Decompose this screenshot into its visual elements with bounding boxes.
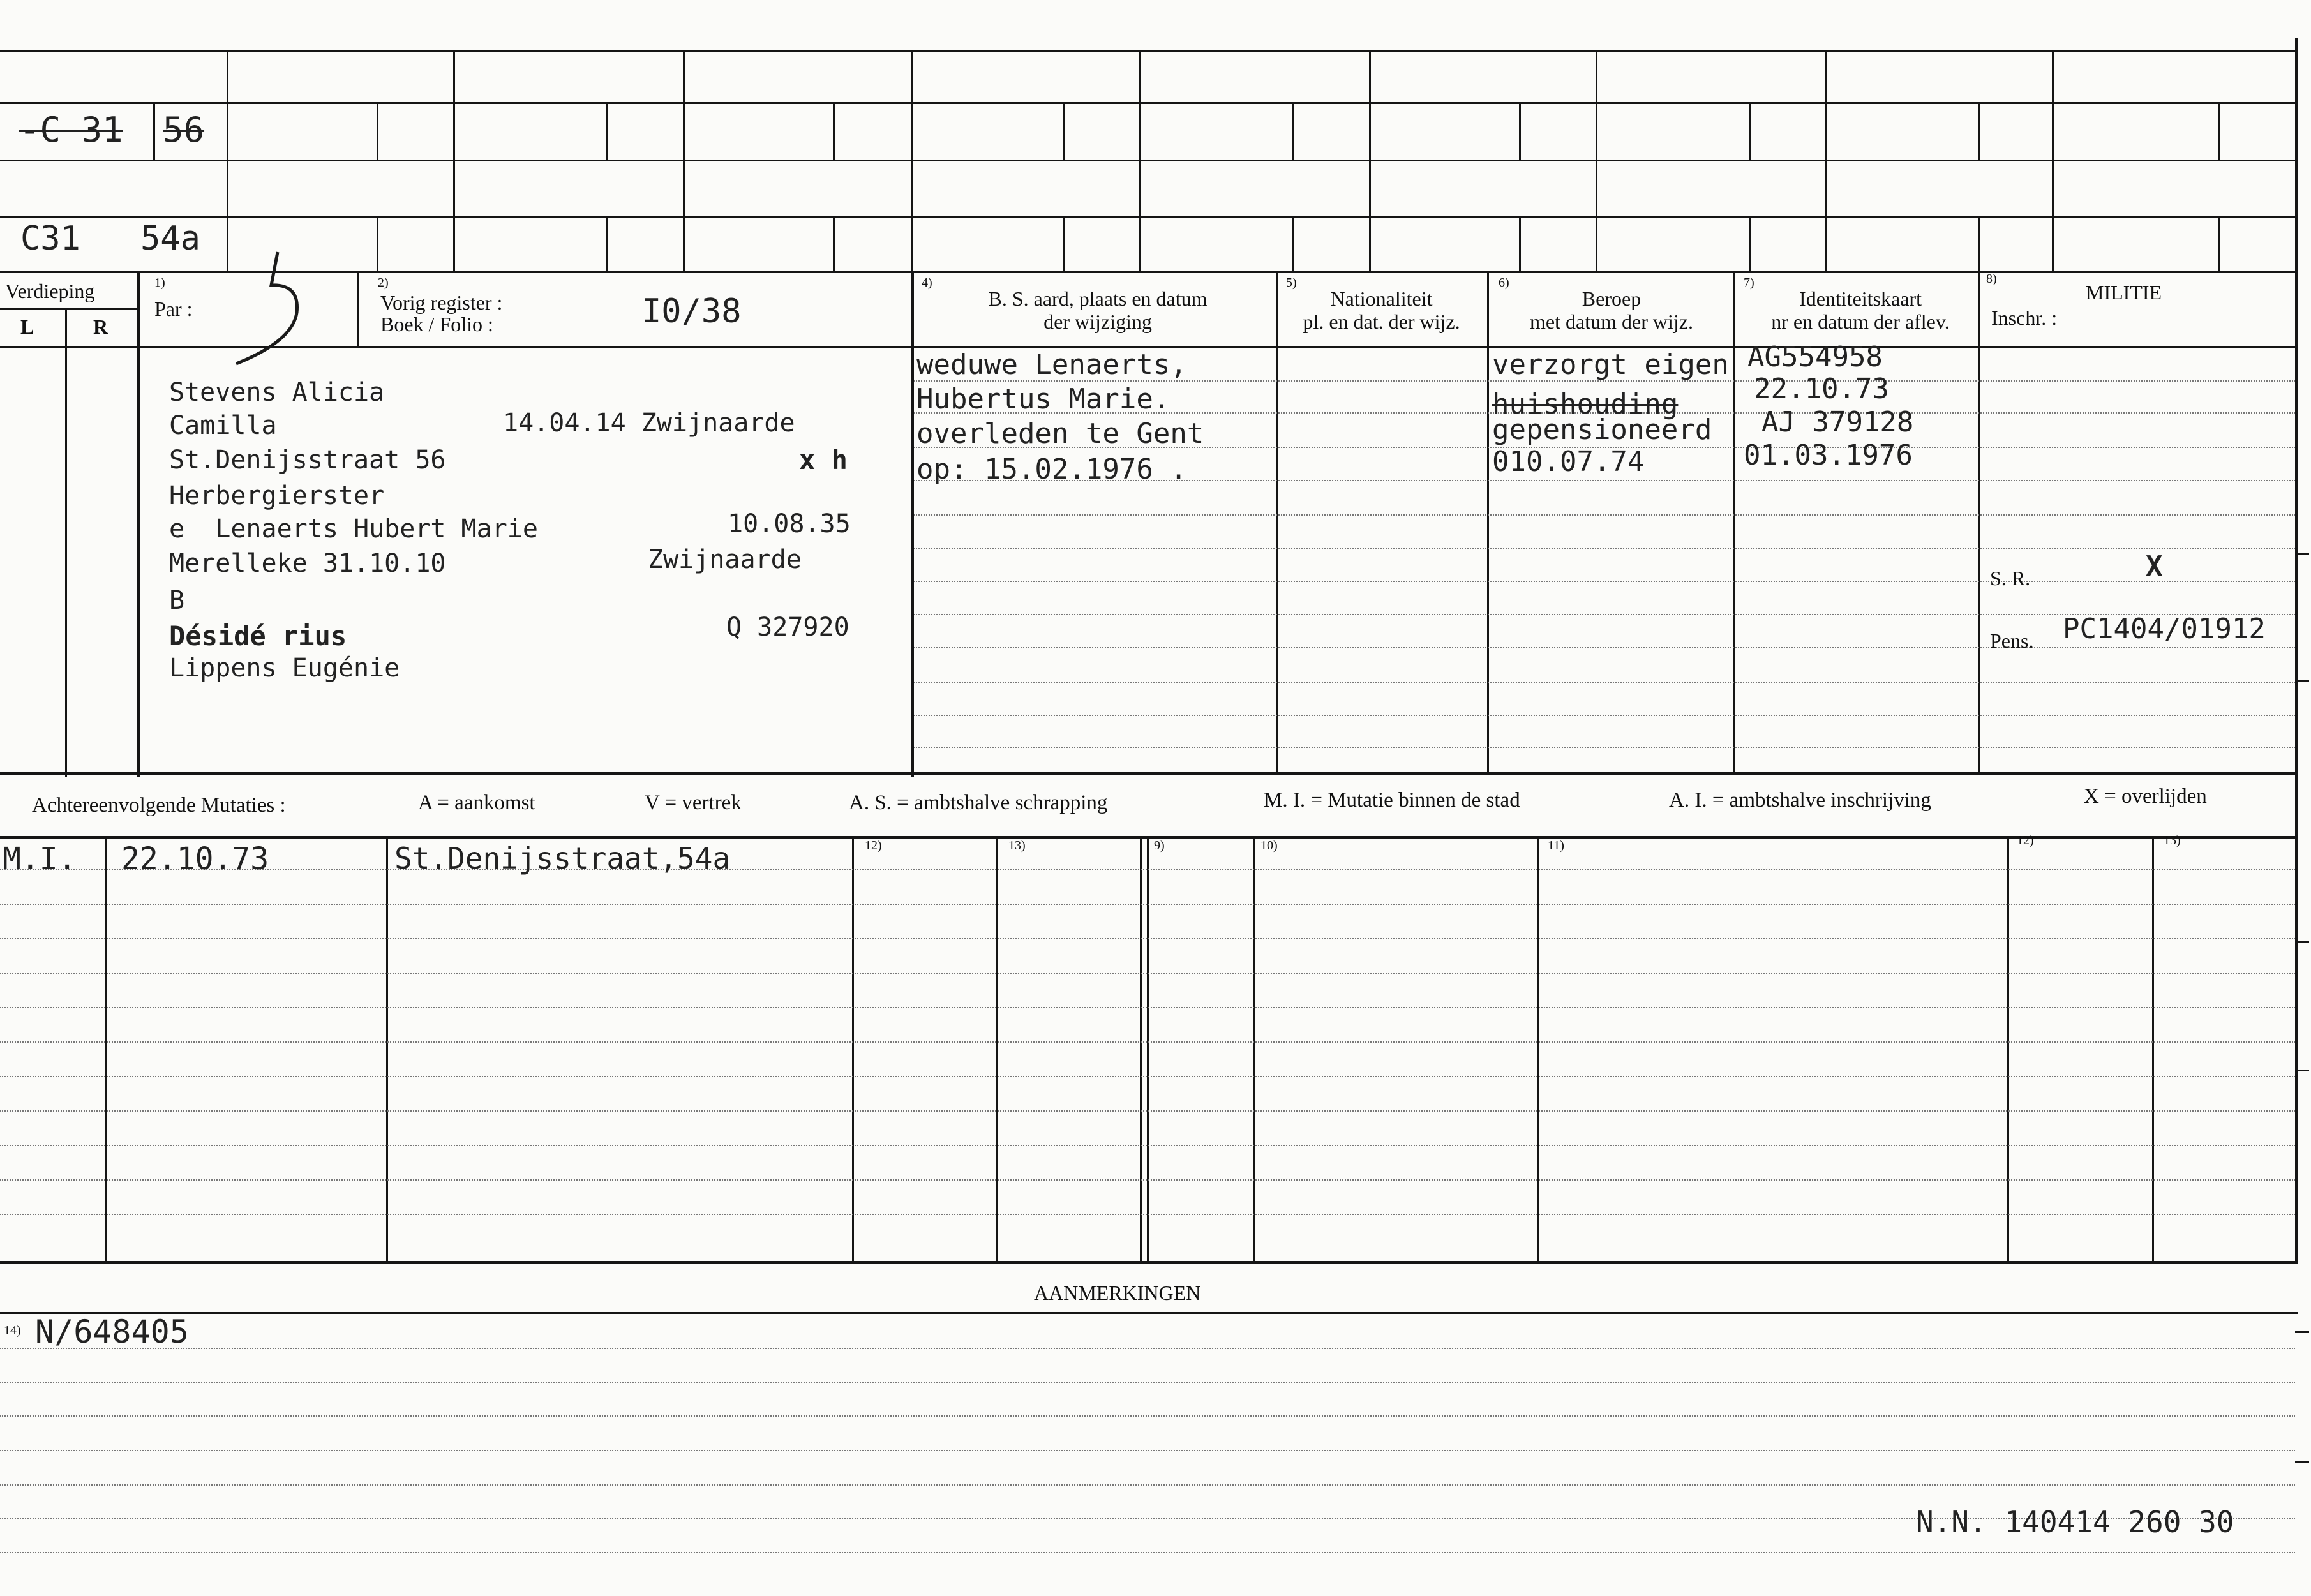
col-divider-id [1978, 271, 1980, 772]
col-divider-lr [65, 308, 67, 777]
q-number: Q 327920 [726, 613, 849, 642]
birth-date-place: 14.04.14 Zwijnaarde [503, 408, 795, 438]
mut-col [386, 836, 388, 1261]
top-grid-subcol [1749, 102, 1751, 160]
col-divider-floor [137, 271, 140, 777]
right-edge [2295, 38, 2298, 1264]
top-grid-col [453, 50, 455, 271]
top-grid-subcol [2218, 102, 2220, 160]
aanmerkingen-header: AANMERKINGEN [1034, 1281, 1201, 1304]
person-line-mother: Lippens Eugénie [169, 653, 400, 683]
bs-entry: Hubertus Marie. [916, 383, 1170, 415]
person-line-name: Stevens Alicia [169, 378, 385, 407]
col-divider-bs [1276, 271, 1278, 772]
house-code: C31 [20, 220, 80, 258]
top-grid-col [227, 50, 228, 271]
verdieping-split-line [0, 308, 137, 310]
person-line-given-name: Camilla [169, 411, 277, 440]
bs-entry: overleden te Gent [916, 417, 1204, 450]
top-grid-subcol [2218, 216, 2220, 271]
top-grid-subcol [1519, 102, 1521, 160]
col-divider-nat [1487, 271, 1489, 772]
top-grid-col [683, 50, 685, 271]
footnote-4: 4) [922, 276, 932, 290]
beroep-entry: verzorgt eigen [1492, 348, 1729, 381]
footnote-5: 5) [1286, 276, 1297, 290]
mut-col [852, 836, 854, 1261]
pens-label: Pens. [1990, 629, 2034, 652]
bs-header-line1: B. S. aard, plaats en datum [988, 287, 1208, 310]
legend-aankomst: A = aankomst [418, 791, 535, 814]
mut-footnote-13a: 13) [1008, 839, 1026, 853]
par-handwritten-mark [217, 246, 319, 367]
vorig-register-label: Vorig register : [380, 291, 503, 314]
person-line-b: B [169, 586, 185, 615]
top-grid-row-line-3 [0, 216, 2298, 218]
militie-header: MILITIE [2086, 281, 2162, 304]
top-grid-subcol [1292, 102, 1294, 160]
legend-ambtshalve-schrapping: A. S. = ambtshalve schrapping [849, 791, 1108, 814]
person-line-occupation: Herbergierster [169, 481, 385, 511]
top-grid-subcol [606, 216, 608, 271]
bs-entry: op: 15.02.1976 . [916, 453, 1187, 486]
footnote-1: 1) [154, 276, 165, 290]
nationaliteit-header-line2: pl. en dat. der wijz. [1303, 310, 1460, 333]
mut-col [2007, 836, 2009, 1261]
mut-col [1253, 836, 1255, 1261]
mutation-address: St.Denijsstraat,54a [394, 841, 731, 876]
top-grid-subcol [153, 102, 155, 160]
beroep-entry: 010.07.74 [1492, 445, 1645, 478]
verdieping-label: Verdieping [5, 280, 95, 302]
remarks-footnote-14: 14) [4, 1324, 21, 1338]
mutaties-label: Achtereenvolgende Mutaties : [32, 794, 286, 817]
col-divider-beroep [1733, 271, 1735, 772]
sr-label: S. R. [1990, 567, 2031, 590]
mut-footnote-13b: 13) [2164, 833, 2181, 847]
id-entry: AJ 379128 [1761, 406, 1914, 438]
remarks-note: N/648405 [35, 1313, 189, 1350]
spouse-date: 10.08.35 [728, 509, 851, 539]
legend-ambtshalve-inschrijving: A. I. = ambtshalve inschrijving [1669, 789, 1931, 812]
footnote-8: 8) [1986, 272, 1997, 286]
top-grid-row-line-1 [0, 102, 2298, 104]
top-grid-col [911, 50, 913, 271]
col-divider-person [911, 271, 914, 777]
vorig-register-value: I0/38 [641, 292, 742, 331]
beroep-header-line2: met datum der wijz. [1530, 310, 1693, 333]
top-grid-col [1825, 50, 1827, 271]
id-entry: 01.03.1976 [1744, 439, 1913, 472]
bs-entry: weduwe Lenaerts, [916, 348, 1187, 381]
mut-footnote-10: 10) [1260, 839, 1278, 853]
bs-header-line2: der wijziging [1043, 310, 1152, 333]
mut-col [105, 836, 107, 1261]
mutations-bottom-border [0, 1261, 2298, 1264]
footnote-6: 6) [1499, 276, 1509, 290]
spouse-place: Zwijnaarde [648, 545, 802, 574]
main-section-bottom [0, 772, 2298, 775]
footnote-2: 2) [378, 276, 389, 290]
sr-value: X [2146, 550, 2163, 583]
top-grid-row-line-2 [0, 160, 2298, 161]
national-number: N.N. 140414 260 30 [1916, 1505, 2234, 1539]
mut-footnote-12b: 12) [2017, 833, 2034, 847]
mut-footnote-11: 11) [1548, 839, 1564, 853]
beroep-entry: huishouding [1492, 388, 1679, 421]
legend-mutatie-binnen-stad: M. I. = Mutatie binnen de stad [1264, 789, 1520, 812]
pens-value: PC1404/01912 [2063, 613, 2266, 645]
top-grid-subcol [1292, 216, 1294, 271]
mut-col-double [1140, 836, 1142, 1261]
floor-r-label: R [93, 315, 108, 338]
mut-footnote-9: 9) [1154, 839, 1165, 853]
marital-code: x h [799, 444, 848, 475]
mutation-type: M.I. [3, 841, 77, 877]
id-entry: AG554958 [1747, 341, 1883, 373]
beroep-header-line1: Beroep [1582, 287, 1642, 310]
mutations-top-border [0, 836, 2298, 839]
legend-overlijden: X = overlijden [2084, 785, 2207, 808]
top-grid-col [1139, 50, 1141, 271]
top-grid-subcol [1978, 216, 1980, 271]
id-entry: 22.10.73 [1754, 373, 1889, 405]
top-grid-subcol [1063, 216, 1065, 271]
beroep-entry: gepensioneerd [1492, 414, 1712, 446]
person-line-father: Désidé rius [169, 620, 347, 652]
top-grid-subcol [1519, 216, 1521, 271]
par-label: Par : [154, 297, 193, 320]
top-grid-subcol [1063, 102, 1065, 160]
top-grid-subcol [1978, 102, 1980, 160]
person-line-address: St.Denijsstraat 56 [169, 445, 446, 475]
person-line-spouse: e Lenaerts Hubert Marie [169, 514, 538, 544]
top-grid-subcol [833, 216, 835, 271]
col-divider-par [357, 271, 359, 346]
top-grid-subcol [606, 102, 608, 160]
old-house-code: -C 31 [19, 110, 123, 150]
top-grid-subcol [1749, 216, 1751, 271]
aanmerkingen-header-line [0, 1312, 2298, 1314]
top-grid-col [1596, 50, 1597, 271]
top-grid-subcol [377, 102, 378, 160]
mut-footnote-12a: 12) [865, 839, 882, 853]
top-grid-col [2052, 50, 2054, 271]
inschr-label: Inschr. : [1991, 306, 2058, 329]
top-border [0, 50, 2298, 52]
nationaliteit-header-line1: Nationaliteit [1330, 287, 1433, 310]
old-house-number: 56 [163, 110, 205, 150]
top-grid-subcol [377, 216, 378, 271]
person-line-spouse-birth: Merelleke 31.10.10 [169, 549, 446, 578]
boek-folio-label: Boek / Folio : [380, 313, 493, 336]
identiteitskaart-header-line1: Identiteitskaart [1799, 287, 1922, 310]
identiteitskaart-header-line2: nr en datum der aflev. [1771, 310, 1950, 333]
header-bottom-border [0, 271, 2298, 273]
header-label-row-bottom [0, 346, 2298, 348]
floor-l-label: L [20, 315, 34, 338]
mutation-date: 22.10.73 [121, 841, 269, 877]
legend-vertrek: V = vertrek [645, 791, 742, 814]
mut-col [996, 836, 998, 1261]
top-grid-subcol [833, 102, 835, 160]
mut-col [1537, 836, 1539, 1261]
footnote-7: 7) [1744, 276, 1754, 290]
top-grid-col [1369, 50, 1371, 271]
mut-col [2152, 836, 2154, 1261]
house-number: 54a [140, 220, 200, 258]
mut-col-double [1147, 836, 1149, 1261]
